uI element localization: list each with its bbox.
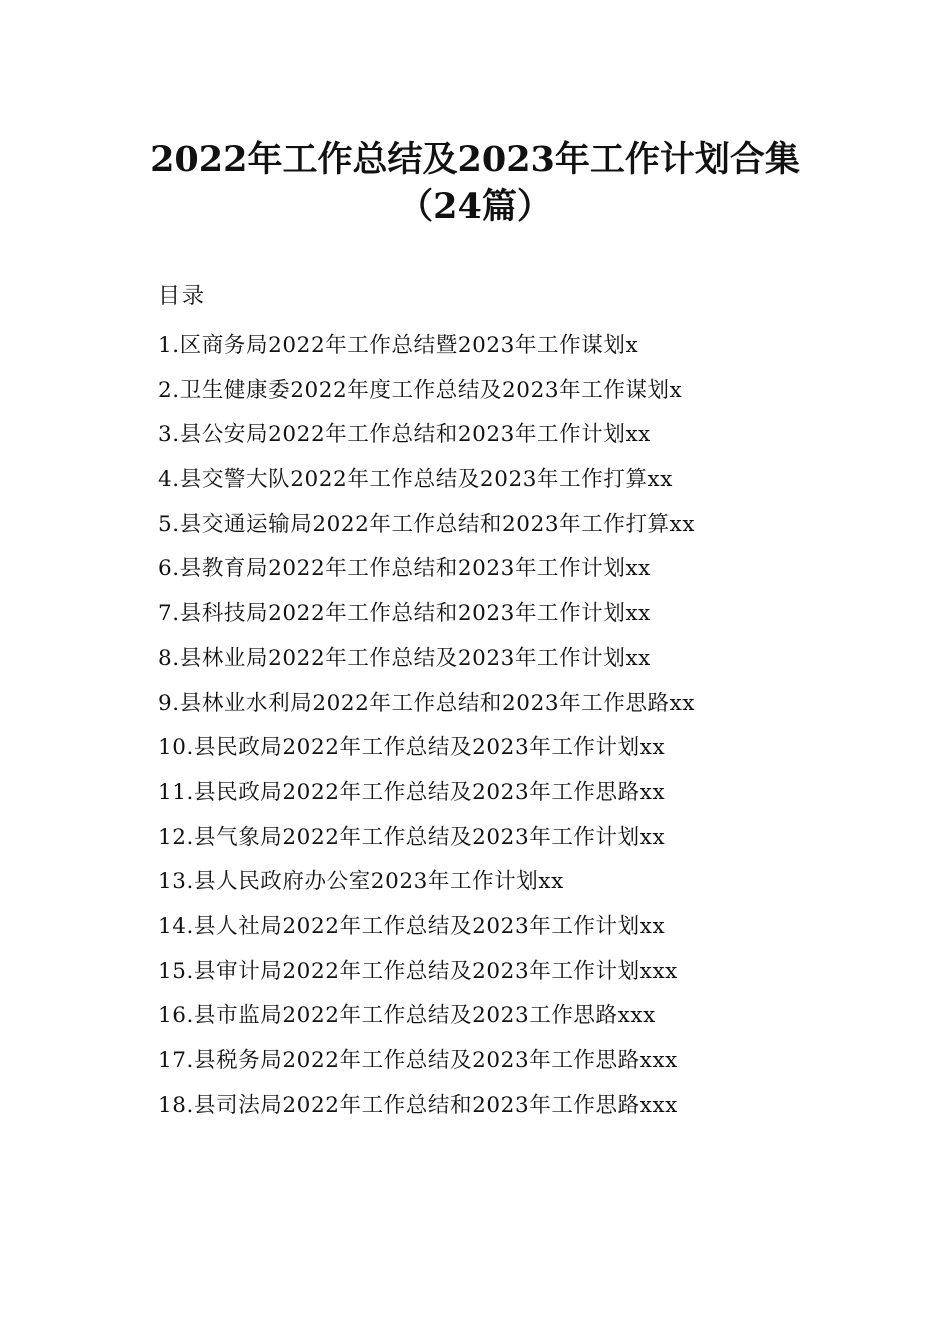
document-title: 2022年工作总结及2023年工作计划合集（24篇） [150, 139, 800, 227]
toc-item[interactable]: 8.县林业局2022年工作总结及2023年工作计划xx [158, 645, 651, 671]
toc-item[interactable]: 18.县司法局2022年工作总结和2023年工作思路xxx [158, 1092, 678, 1118]
toc-item[interactable]: 2.卫生健康委2022年度工作总结及2023年工作谋划x [158, 377, 683, 403]
toc-item[interactable]: 14.县人社局2022年工作总结及2023年工作计划xx [158, 913, 666, 939]
toc-item[interactable]: 11.县民政局2022年工作总结及2023年工作思路xx [158, 779, 666, 805]
table-of-contents [158, 280, 838, 1128]
toc-item[interactable]: 4.县交警大队2022年工作总结及2023年工作打算xx [158, 467, 673, 493]
toc-list [158, 324, 838, 1128]
toc-item[interactable]: 9.县林业水利局2022年工作总结和2023年工作思路xx [158, 690, 696, 716]
toc-item[interactable]: 3.县公安局2022年工作总结和2023年工作计划xx [158, 422, 651, 448]
toc-item[interactable]: 7.县科技局2022年工作总结和2023年工作计划xx [158, 601, 651, 627]
toc-item[interactable]: 15.县审计局2022年工作总结及2023年工作计划xxx [158, 958, 678, 984]
toc-item[interactable]: 16.县市监局2022年工作总结及2023工作思路xxx [158, 1003, 656, 1029]
toc-item[interactable]: 1.区商务局2022年工作总结暨2023年工作谋划x [158, 333, 639, 358]
toc-item[interactable]: 12.县气象局2022年工作总结及2023年工作计划xx [158, 824, 666, 850]
toc-item[interactable]: 6.县教育局2022年工作总结和2023年工作计划xx [158, 556, 651, 582]
toc-item[interactable]: 5.县交通运输局2022年工作总结和2023年工作打算xx [158, 511, 696, 537]
toc-item[interactable]: 10.县民政局2022年工作总结及2023年工作计划xx [158, 735, 666, 761]
toc-item[interactable]: 17.县税务局2022年工作总结及2023年工作思路xxx [158, 1048, 678, 1073]
toc-item[interactable]: 13.县人民政府办公室2023年工作计划xx [158, 869, 564, 895]
toc-heading: 目录 [158, 284, 207, 309]
